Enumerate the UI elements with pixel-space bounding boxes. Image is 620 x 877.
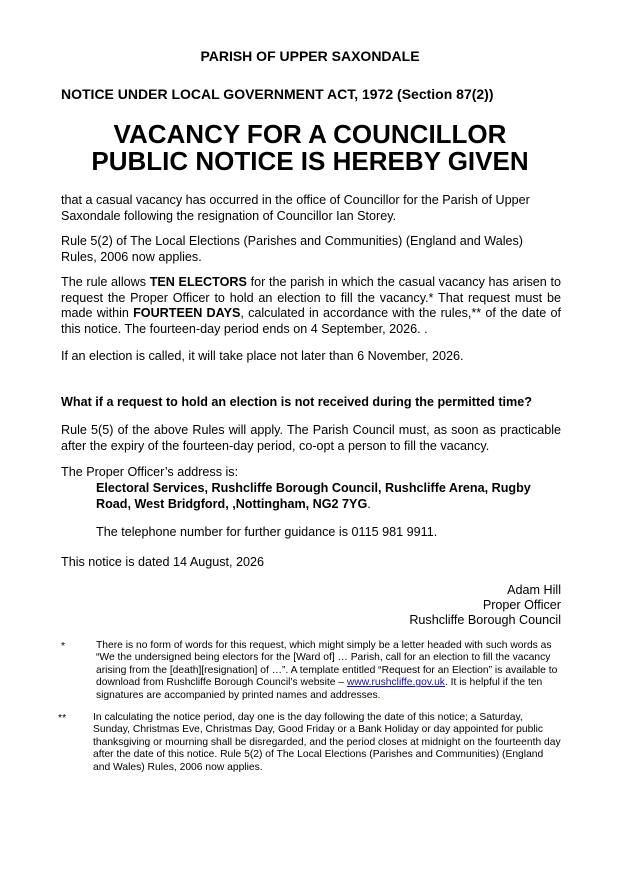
paragraph-rule-5-2: Rule 5(2) of The Local Elections (Parishes and Communities) (England and Wales) Rules, 2006 now applies. (61, 234, 523, 264)
telephone-line: The telephone number for further guidance is 0115 981 9911. (96, 525, 438, 539)
proper-officer-address-label: The Proper Officer’s address is: (61, 465, 239, 479)
address-text: Electoral Services, Rushcliffe Borough Council, Rushcliffe Arena, Rugby Road, West Bridgford, ,Nottingham, NG2 7YG (96, 481, 531, 511)
address-end: . (367, 496, 371, 511)
text-segment: The rule allows (61, 275, 150, 289)
paragraph-rule-5-5: Rule 5(5) of the above Rules will apply. The Parish Council must, as soon as practicable after the expiry of the fourteen-day period, co-opt a person to fill the vacancy. (61, 423, 561, 453)
fourteen-days-emphasis: FOURTEEN DAYS (133, 306, 241, 320)
signatory-organisation: Rushcliffe Borough Council (409, 613, 561, 627)
text-segment: for the parish in which the casual vacancy has arisen to request the Proper Officer to hold an election to fill the vacancy.* That request must be made within (61, 275, 561, 320)
text-segment: , calculated in accordance with the rules,** of the date of this notice. The fourteen-day period ends on 4 September, 2026. . (61, 306, 561, 336)
notice-under-act: NOTICE UNDER LOCAL GOVERNMENT ACT, 1972 (Section 87(2)) (61, 86, 494, 102)
footnote-1 (96, 640, 561, 702)
paragraph-election-date: If an election is called, it will take place not later than 6 November, 2026. (61, 349, 464, 363)
notice-date: This notice is dated 14 August, 2026 (61, 555, 265, 569)
footnote-1-marker: * (61, 640, 66, 652)
signatory-role: Proper Officer (482, 598, 561, 612)
parish-title: PARISH OF UPPER SAXONDALE (200, 48, 420, 64)
footnote-2-marker: ** (58, 712, 67, 724)
footnote-1-text-end: . It is helpful if the ten signatures are accompanied by printed names and addresses. (96, 677, 543, 701)
rushcliffe-website-link[interactable]: www.rushcliffe.gov.uk (346, 677, 445, 689)
paragraph-vacancy: that a casual vacancy has occurred in the office of Councillor for the Parish of Upper Saxondale following the resignation of Councillor Ian Storey. (61, 193, 530, 223)
question-heading: What if a request to hold an election is not received during the permitted time? (61, 395, 532, 409)
proper-officer-address (96, 481, 546, 512)
ten-electors-emphasis: TEN ELECTORS (149, 275, 247, 289)
headline-vacancy: VACANCY FOR A COUNCILLOR (113, 119, 507, 149)
signatory-name: Adam Hill (507, 583, 561, 597)
paragraph-ten-electors (61, 275, 561, 337)
footnote-1-text: There is no form of words for this request, which might simply be a letter headed with such words as “We the undersigned being electors for the [Ward of] … Parish, call for an election to fill the vacancy arising from the [death][resignation] of …”. A template entitled “Request for an Election” is available to download from Rushcliffe Borough Council’s website – (96, 640, 558, 689)
headline-public-notice: PUBLIC NOTICE IS HEREBY GIVEN (91, 146, 529, 176)
footnote-2: In calculating the notice period, day one is the day following the date of this notice; a Saturday, Sunday, Christmas Eve, Christmas Day, Good Friday or a Bank Holiday or day appointed for public thanksgiving or mourning shall be disregarded, and the period closes at midnight on the fourteenth day after the date of this notice. Rule 5(2) of The Local Elections (Parishes and Communities) (England and Wales) Rules, 2006 now applies. (93, 712, 561, 773)
